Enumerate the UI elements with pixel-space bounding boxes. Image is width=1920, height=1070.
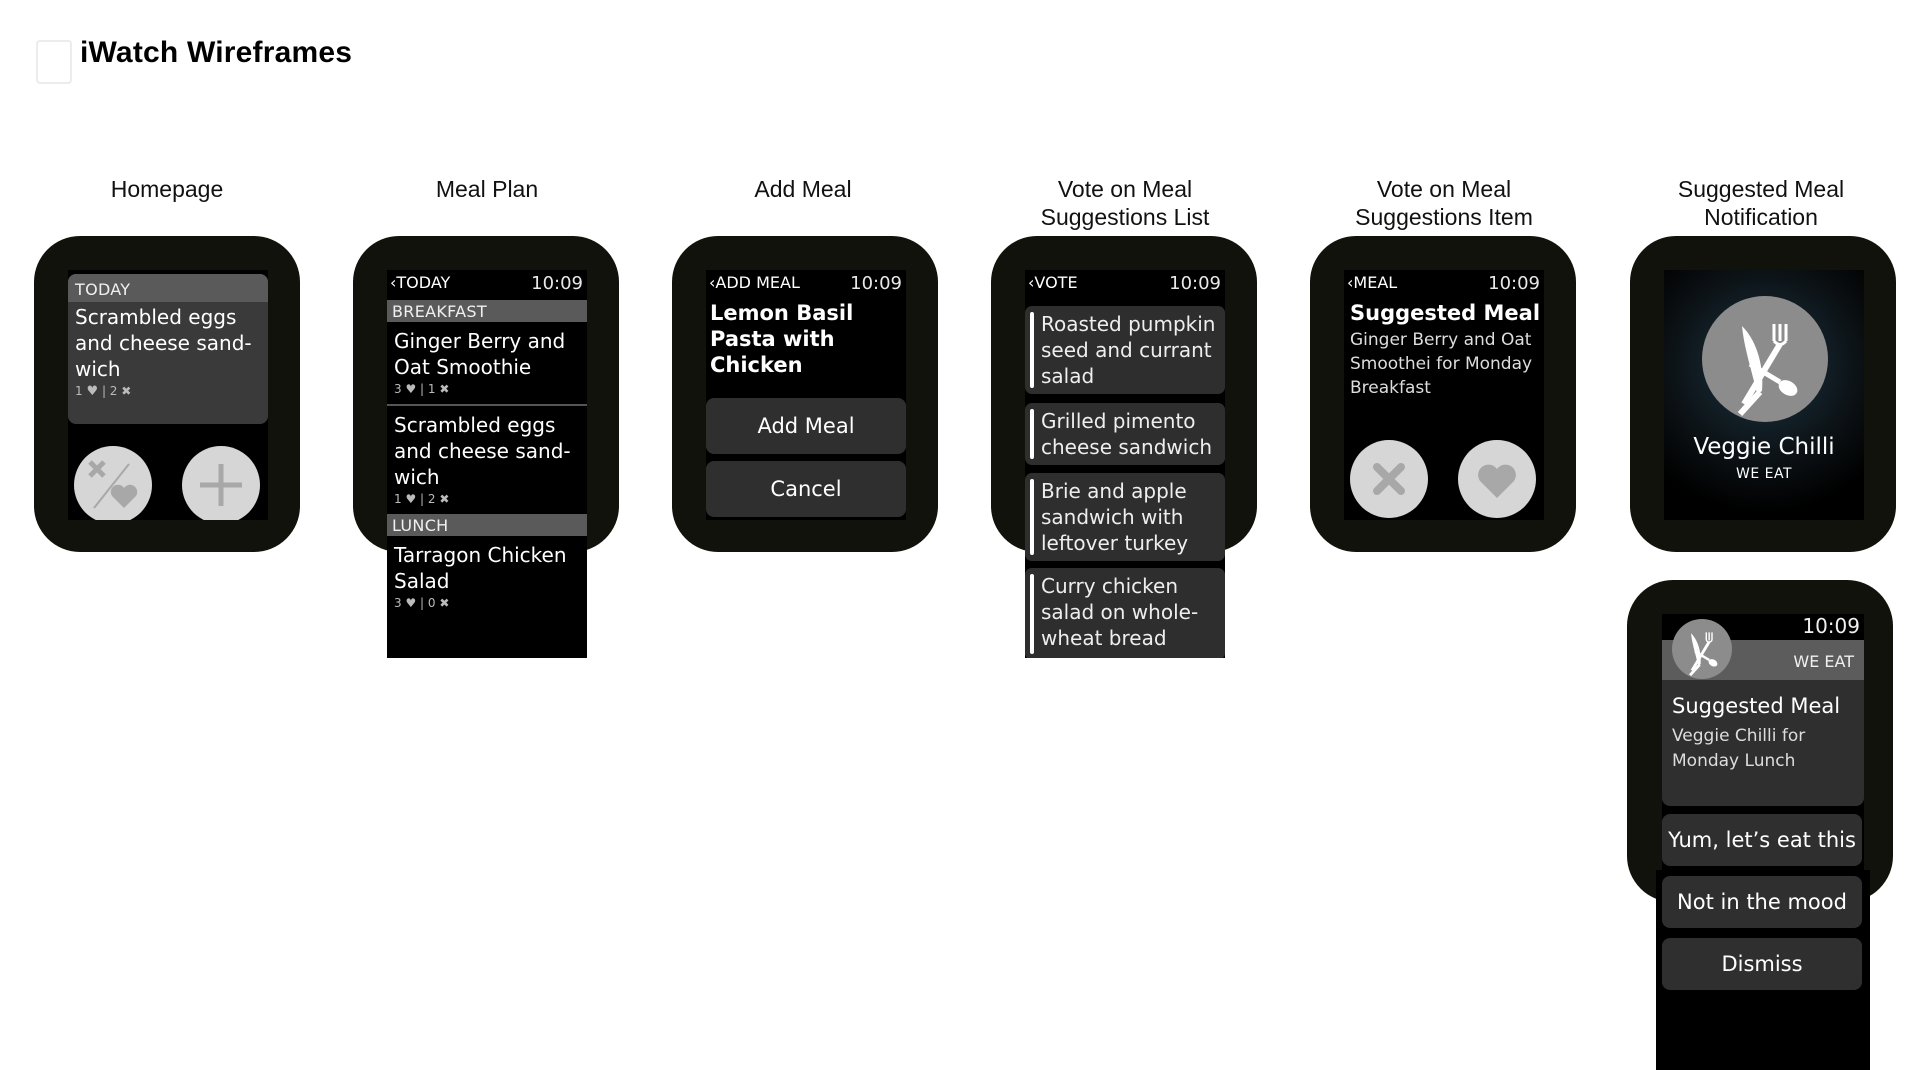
label-add-meal: Add Meal — [754, 176, 852, 202]
document-icon — [36, 40, 72, 84]
meal-title: Scrambled eggs and cheese sand-wich — [394, 413, 571, 489]
add-meal-button[interactable]: Add Meal — [706, 398, 906, 454]
back-button[interactable]: ‹TODAY — [390, 273, 451, 292]
vote-item-screen — [1344, 270, 1544, 520]
x-icon: ✖ — [439, 382, 450, 396]
chevron-left-icon: ‹ — [1347, 273, 1354, 292]
label-vote-item: Vote on Meal Suggestions Item — [1355, 176, 1533, 230]
vote-indicator — [1030, 479, 1034, 555]
eat-this-button[interactable]: Yum, let’s eat this — [1662, 814, 1862, 866]
meal-votes: 3 ♥ | 1 ✖ — [394, 382, 450, 396]
homepage-screen — [68, 270, 268, 520]
today-meal-votes: 1 ♥ | 2 ✖ — [75, 384, 132, 399]
chevron-left-icon: ‹ — [390, 273, 397, 292]
meal-title: Tarragon Chicken Salad — [394, 543, 567, 593]
suggestion-title: Suggested Meal — [1350, 301, 1541, 325]
heart-icon: ♥ — [405, 596, 417, 610]
label-vote-list: Vote on Meal Suggestions List — [1040, 176, 1210, 230]
cancel-button[interactable]: Cancel — [706, 461, 906, 517]
vote-indicator — [1030, 574, 1034, 654]
app-logo — [1702, 296, 1828, 422]
list-item[interactable] — [387, 406, 587, 514]
chevron-left-icon: ‹ — [709, 273, 716, 292]
watch-homepage — [34, 236, 300, 552]
list-item[interactable] — [1025, 473, 1225, 561]
back-button[interactable]: ‹VOTE — [1028, 273, 1078, 292]
fork-knife-spoon-icon — [1672, 619, 1732, 679]
label-meal-plan: Meal Plan — [435, 176, 539, 202]
fork-knife-spoon-icon — [1702, 296, 1828, 422]
notification-body — [1662, 680, 1864, 806]
watch-notification-short — [1630, 236, 1896, 552]
suggestion-description: Ginger Berry and Oat Smoothei for Monday Breakfast — [1350, 330, 1533, 398]
chevron-left-icon: ‹ — [1028, 273, 1035, 292]
x-icon: ✖ — [439, 492, 450, 506]
vote-indicator — [1030, 409, 1034, 459]
add-meal-button[interactable] — [182, 446, 260, 520]
not-in-mood-button[interactable]: Not in the mood — [1662, 876, 1862, 928]
label-homepage: Homepage — [110, 176, 224, 202]
x-icon: ✖ — [439, 596, 450, 610]
add-meal-nav — [706, 270, 906, 296]
suggestion-text: Curry chicken salad on whole-wheat bread — [1041, 574, 1199, 650]
vote-list-nav — [1025, 270, 1225, 296]
suggestion-text: Roasted pumpkin seed and currant salad — [1041, 312, 1216, 388]
meal-votes: 3 ♥ | 0 ✖ — [394, 596, 450, 610]
dislike-like-icon — [74, 446, 152, 520]
notification-app-name: WE EAT — [1793, 652, 1854, 671]
x-icon — [1350, 440, 1428, 518]
dislike-count: 2 — [109, 384, 118, 398]
heart-icon — [1458, 440, 1536, 518]
like-count: 1 — [75, 384, 83, 398]
vote-button[interactable] — [74, 446, 152, 520]
heart-icon: ♥ — [405, 382, 417, 396]
vote-list-screen — [1025, 270, 1225, 658]
x-icon: ✖ — [121, 384, 132, 398]
list-item[interactable] — [1025, 568, 1225, 658]
heart-icon: ♥ — [405, 492, 417, 506]
reject-button[interactable] — [1350, 440, 1428, 518]
watch-add-meal — [672, 236, 938, 552]
like-button[interactable] — [1458, 440, 1536, 518]
page-title: iWatch Wireframes — [80, 36, 353, 69]
meal-votes: 1 ♥ | 2 ✖ — [394, 492, 450, 506]
meal-plan-nav — [387, 270, 587, 296]
label-notification: Suggested Meal Notification — [1677, 176, 1845, 230]
heart-icon: ♥ — [86, 384, 99, 399]
clock: 10:09 — [531, 273, 583, 294]
section-header-breakfast: BREAKFAST — [387, 300, 587, 322]
add-meal-screen — [706, 270, 906, 520]
suggestion-text: Brie and apple sandwich with leftover turkey — [1041, 479, 1189, 555]
today-card[interactable] — [68, 274, 268, 424]
vote-item-nav — [1344, 270, 1544, 296]
clock: 10:09 — [1802, 614, 1860, 638]
clock: 10:09 — [1169, 273, 1221, 294]
back-button[interactable]: ‹ADD MEAL — [709, 273, 800, 292]
clock: 10:09 — [850, 273, 902, 294]
list-item[interactable] — [1025, 306, 1225, 394]
back-button[interactable]: ‹MEAL — [1347, 273, 1398, 292]
today-header: TODAY — [68, 274, 268, 302]
list-item[interactable] — [387, 322, 587, 406]
dismiss-button[interactable]: Dismiss — [1662, 938, 1862, 990]
app-logo — [1672, 619, 1732, 679]
vote-indicator — [1030, 312, 1034, 388]
meal-name: Lemon Basil Pasta with Chicken — [710, 301, 854, 377]
meal-plan-screen — [387, 270, 587, 658]
notification-long-screen — [1662, 614, 1864, 980]
watch-vote-item — [1310, 236, 1576, 552]
meal-title: Ginger Berry and Oat Smoothie — [394, 329, 566, 379]
list-item[interactable] — [1025, 403, 1225, 465]
notification-meal: Veggie Chilli — [1693, 434, 1835, 460]
list-item[interactable] — [387, 536, 587, 618]
notification-short-screen — [1664, 270, 1864, 520]
notification-description: Veggie Chilli for Monday Lunch — [1672, 726, 1806, 771]
section-header-lunch: LUNCH — [387, 514, 587, 536]
notification-app-name: WE EAT — [1735, 466, 1793, 482]
clock: 10:09 — [1488, 273, 1540, 294]
today-meal-title: Scrambled eggs and cheese sand-wich — [75, 305, 252, 381]
notification-title: Suggested Meal — [1672, 694, 1841, 718]
plus-icon — [182, 446, 260, 520]
suggestion-text: Grilled pimento cheese sandwich — [1041, 409, 1212, 459]
